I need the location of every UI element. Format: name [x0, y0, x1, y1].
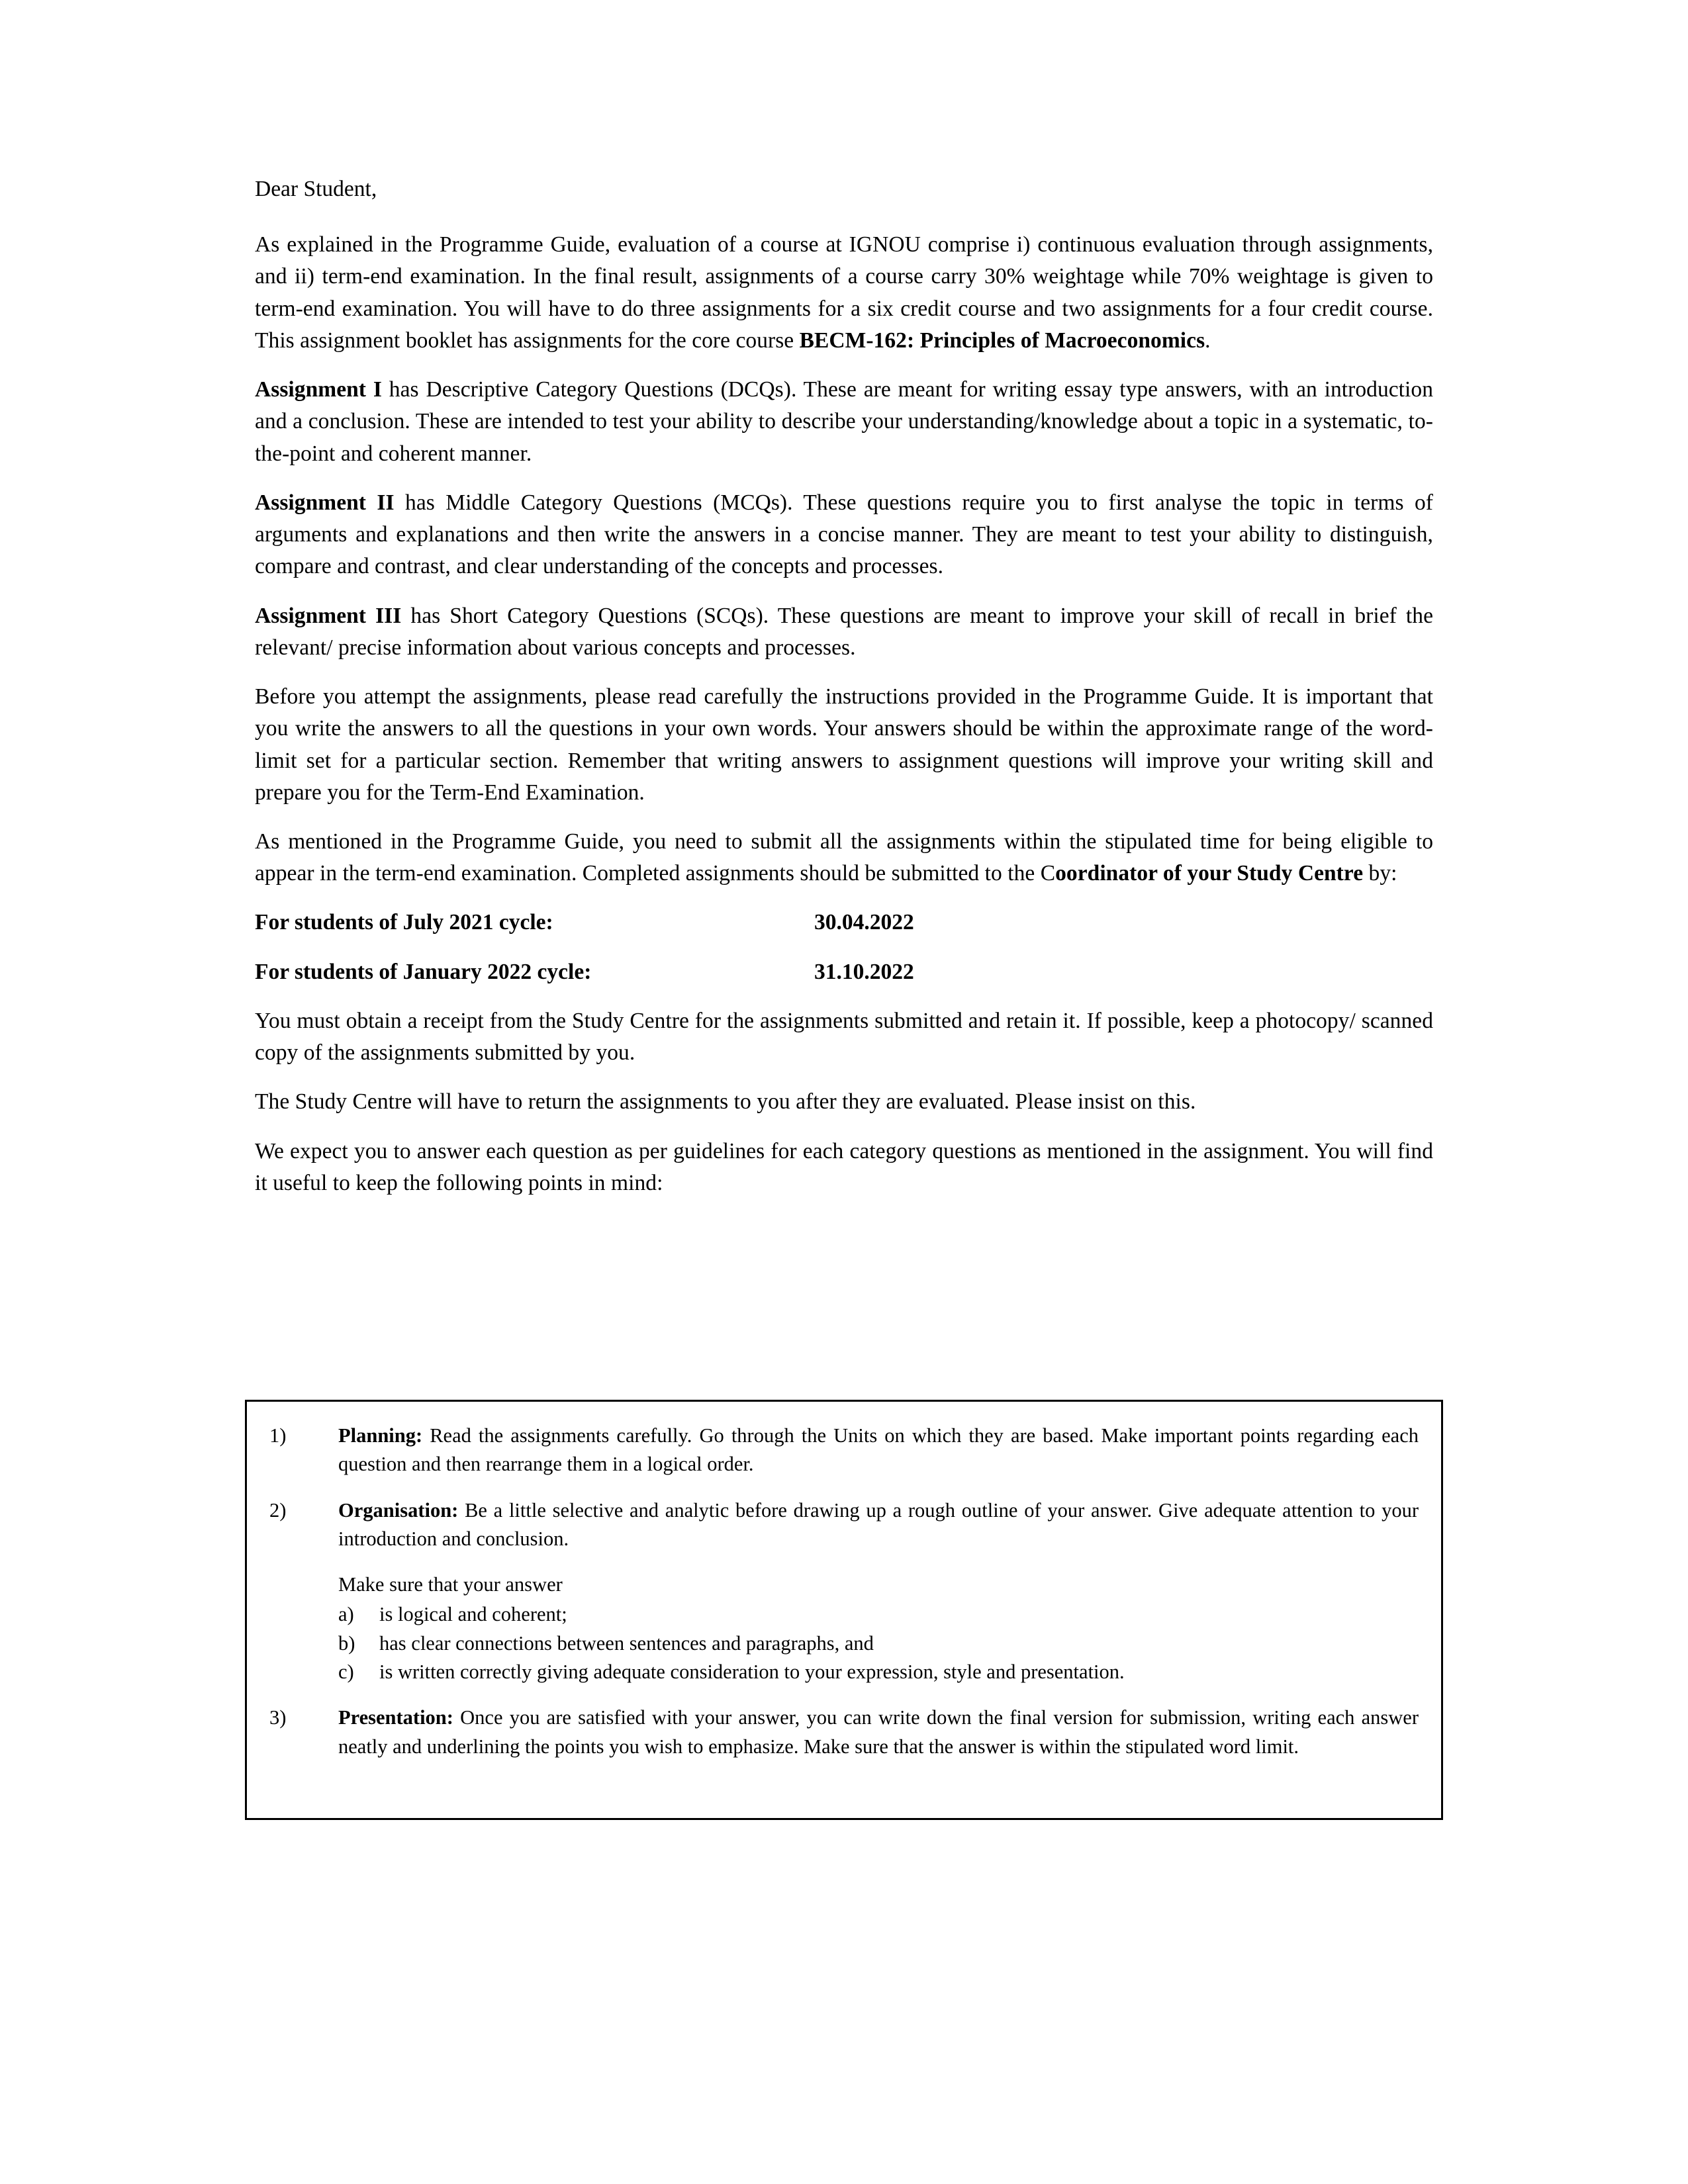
guidelines-box-content [247, 1402, 1441, 1761]
guideline-heading: Organisation: [338, 1498, 459, 1522]
text-run: Before you attempt the assignments, please read carefully the instructions provided in the Programme Guide. It is important that you write the answers to all the questions in your own words. Your answers should be within the approximate range of the word-limit set for a particular section. Remember that writing answers to assignment questions will improve your writing skill and prepare you for the Term-End Examination. [255, 684, 1433, 805]
sublist-marker: a) [338, 1603, 354, 1626]
paragraph-return [255, 1086, 1433, 1118]
salutation: Dear Student, [255, 177, 377, 201]
paragraph-assignment-2 [255, 487, 1433, 583]
sublist-text: has clear connections between sentences and paragraphs, and [379, 1631, 874, 1655]
deadline-row-january [255, 956, 1433, 988]
guidelines-box [245, 1400, 1443, 1820]
emphasis-run: Assignment III [255, 603, 402, 628]
guideline-item-organisation [269, 1496, 1419, 1554]
guideline-body: Once you are satisfied with your answer, you can write down the final version for submission, writing each answer neatly and underlining the points you wish to emphasize. Make sure that the answer is within the stipulated word limit. [338, 1706, 1419, 1758]
sublist-lead: Make sure that your answer [338, 1573, 563, 1596]
deadline-label-july: For students of July 2021 cycle: [255, 910, 553, 935]
sublist-item-b [338, 1629, 1419, 1658]
guideline-marker: 2) [269, 1498, 287, 1522]
guideline-body: Be a little selective and analytic before drawing up a rough outline of your answer. Give adequate attention to your introduction and conclusion. [338, 1498, 1419, 1550]
text-run: . [1205, 328, 1211, 353]
sublist-item-a [338, 1600, 1419, 1629]
guideline-body: Read the assignments carefully. Go through the Units on which they are based. Make important points regarding each question and then rearrange them in a logical order. [338, 1424, 1419, 1476]
sublist-marker: b) [338, 1631, 355, 1655]
text-run: by: [1363, 861, 1397, 886]
guideline-sublist [269, 1570, 1419, 1686]
guideline-heading: Planning: [338, 1424, 423, 1447]
sublist-text: is logical and coherent; [379, 1603, 567, 1626]
text-run: As mentioned in the Programme Guide, you need to submit all the assignments within the stipulated time for being eligible to appear in the term-end examination. Completed assignments should be submitted to the C [255, 829, 1433, 886]
sublist-marker: c) [338, 1661, 354, 1684]
emphasis-run: BECM-162: Principles of Macroeconomics [799, 328, 1205, 353]
text-run: As explained in the Programme Guide, evaluation of a course at IGNOU comprise i) continuous evaluation through assignments, and ii) term-end examination. In the final result, assignments of a course carry 30% weightage while 70% weightage is given to term-end examination. You will have to do three assignments for a six credit course and two assignments for a four credit course. This assignment booklet has assignments for the core course [255, 232, 1433, 353]
text-run: has Middle Category Questions (MCQs). These questions require you to first analyse the topic in terms of arguments and explanations and then write the answers in a concise manner. They are meant to test your ability to distinguish, compare and contrast, and clear understanding of the concepts and processes. [255, 490, 1433, 579]
deadline-label-january: For students of January 2022 cycle: [255, 959, 592, 984]
guideline-item-presentation [269, 1704, 1419, 1761]
guideline-marker: 1) [269, 1424, 287, 1447]
sublist-text: is written correctly giving adequate consideration to your expression, style and presentation. [379, 1661, 1125, 1684]
sublist-item-c [338, 1658, 1419, 1686]
deadline-row-july [255, 907, 1433, 938]
deadline-date-july: 30.04.2022 [814, 910, 914, 935]
deadline-date-january: 31.10.2022 [814, 959, 914, 984]
text-run: has Short Category Questions (SCQs). These questions are meant to improve your skill of recall in brief the relevant/ precise information about various concepts and processes. [255, 603, 1434, 660]
guideline-marker: 3) [269, 1706, 287, 1729]
paragraph-receipt [255, 1005, 1433, 1069]
document-body [255, 173, 1433, 1216]
guideline-heading: Presentation: [338, 1706, 453, 1729]
text-run: The Study Centre will have to return the assignments to you after they are evaluated. Please insist on this. [255, 1089, 1196, 1115]
guideline-item-planning [269, 1422, 1419, 1479]
emphasis-run: Assignment II [255, 490, 395, 515]
paragraph-before-attempt [255, 681, 1433, 809]
paragraph-intro [255, 229, 1433, 357]
paragraph-submission [255, 826, 1433, 889]
text-run: has Descriptive Category Questions (DCQs). These are meant for writing essay type answers, with an introduction and a conclusion. These are intended to test your ability to describe your understanding/knowledge about a topic in a systematic, to-the-point and coherent manner. [255, 377, 1433, 466]
emphasis-run: oordinator of your Study Centre [1055, 861, 1364, 886]
paragraph-assignment-3 [255, 600, 1433, 664]
emphasis-run: Assignment I [255, 377, 382, 402]
paragraph-assignment-1 [255, 374, 1433, 470]
paragraph-expectation [255, 1136, 1433, 1199]
text-run: You must obtain a receipt from the Study Centre for the assignments submitted and retain it. If possible, keep a photocopy/ scanned copy of the assignments submitted by you. [255, 1008, 1433, 1066]
text-run: We expect you to answer each question as per guidelines for each category questions as mentioned in the assignment. You will find it useful to keep the following points in mind: [255, 1138, 1433, 1195]
